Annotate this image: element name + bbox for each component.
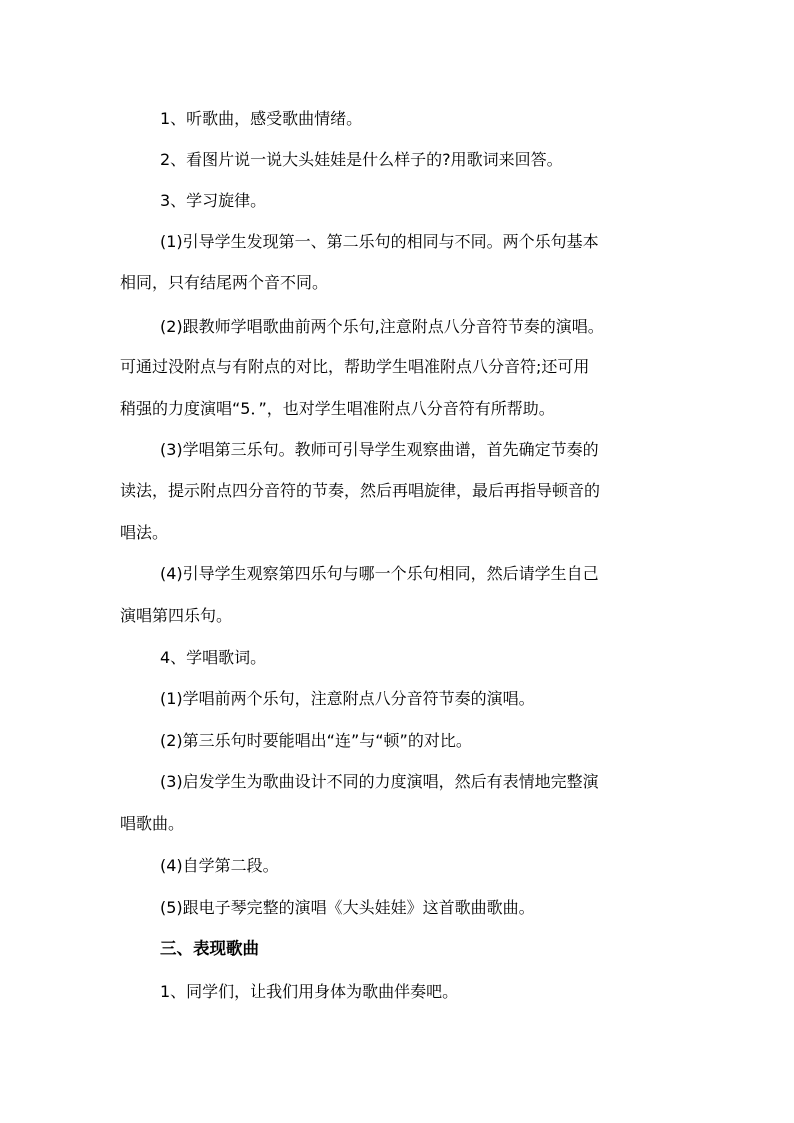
paragraph-3-3-line2: 读法，提示附点四分音符的节奏，然后再唱旋律，最后再指导顿音的 [120,481,601,500]
paragraph-step-4: 4、学唱歌词。 [160,648,267,667]
paragraph-3-4-line2: 演唱第四乐句。 [120,606,233,625]
paragraph-4-2: (2)第三乐句时要能唱出“连”与“顿”的对比。 [160,731,472,750]
paragraph-section-3-1: 1、同学们，让我们用身体为歌曲伴奏吧。 [160,982,459,1001]
section-heading: 三、表现歌曲 [160,939,259,958]
paragraph-step-3: 3、学习旋律。 [160,191,267,210]
paragraph-3-2-line3: 稍强的力度演唱“5．”，也对学生唱准附点八分音符有所帮助。 [120,399,555,418]
paragraph-3-1-line1: (1)引导学生发现第一、第二乐句的相同与不同。两个乐句基本 [160,232,599,251]
paragraph-4-4: (4)自学第二段。 [160,856,279,875]
paragraph-4-1: (1)学唱前两个乐句，注意附点八分音符节奏的演唱。 [160,689,535,708]
paragraph-4-3-line1: (3)启发学生为歌曲设计不同的力度演唱，然后有表情地完整演 [160,772,599,791]
paragraph-3-1-line2: 相同，只有结尾两个音不同。 [120,273,329,292]
paragraph-3-3-line1: (3)学唱第三乐句。教师可引导学生观察曲谱，首先确定节奏的 [160,440,599,459]
paragraph-3-2-line1: (2)跟教师学唱歌曲前两个乐句,注意附点八分音符节奏的演唱。 [160,317,604,336]
paragraph-3-2-line2: 可通过没附点与有附点的对比，帮助学生唱准附点八分音符;还可用 [120,357,590,376]
paragraph-4-5: (5)跟电子琴完整的演唱《大头娃娃》这首歌曲歌曲。 [160,898,535,917]
paragraph-4-3-line2: 唱歌曲。 [120,814,185,833]
paragraph-step-1: 1、听歌曲，感受歌曲情绪。 [160,109,363,128]
paragraph-3-4-line1: (4)引导学生观察第四乐句与哪一个乐句相同，然后请学生自己 [160,564,599,583]
paragraph-step-2: 2、看图片说一说大头娃娃是什么样子的?用歌词来回答。 [160,150,563,169]
paragraph-3-3-line3: 唱法。 [120,523,169,542]
